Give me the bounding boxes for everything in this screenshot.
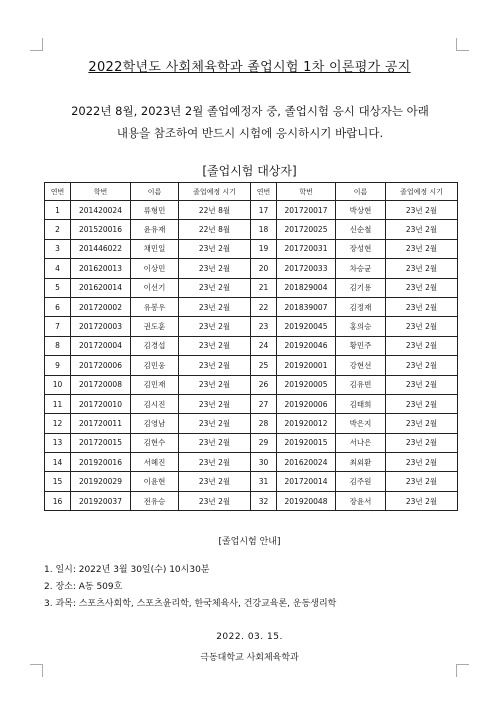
- exam-guide: [44, 562, 336, 613]
- cell-seq-number: 8: [45, 336, 71, 355]
- cell-student-name: 전유승: [131, 491, 179, 510]
- crop-mark-top-right: [456, 38, 469, 51]
- cell-seq-number: 14: [45, 453, 71, 472]
- header-student-id: 학번: [71, 183, 131, 201]
- cell-seq-number: 7: [45, 317, 71, 336]
- table-row: [45, 414, 458, 433]
- cell-student-name: 유봉우: [131, 297, 179, 316]
- exam-subjects-line: 3. 과목: 스포츠사회학, 스포츠윤리학, 한국체육사, 건강교육론, 운동생리학: [44, 599, 337, 609]
- header-student-name: 이름: [131, 183, 179, 201]
- cell-student-id: 201620024: [277, 453, 336, 472]
- cell-student-name: 김주원: [336, 472, 386, 491]
- cell-student-id: 201520016: [71, 220, 131, 239]
- cell-student-id: 201920046: [277, 336, 336, 355]
- cell-student-id: 201720015: [71, 433, 131, 452]
- crop-mark-bottom-right: [456, 664, 469, 677]
- cell-graduation-term: 23년 2월: [386, 356, 458, 375]
- cell-student-id: 201920012: [277, 414, 336, 433]
- cell-graduation-term: 23년 2월: [386, 491, 458, 510]
- cell-student-name: 이선기: [131, 278, 179, 297]
- cell-student-id: 201446022: [71, 239, 131, 258]
- cell-student-id: 201920001: [277, 356, 336, 375]
- cell-graduation-term: 23년 2월: [179, 278, 251, 297]
- cell-student-id: 201920037: [71, 491, 131, 510]
- cell-student-name: 신순철: [336, 220, 386, 239]
- cell-graduation-term: 22년 8월: [179, 220, 251, 239]
- cell-graduation-term: 23년 2월: [179, 336, 251, 355]
- cell-student-id: 201620014: [71, 278, 131, 297]
- cell-graduation-term: 23년 2월: [179, 356, 251, 375]
- cell-graduation-term: 23년 2월: [179, 317, 251, 336]
- guide-section-title: [졸업시험 안내]: [218, 537, 281, 547]
- cell-student-name: 김경섭: [131, 336, 179, 355]
- cell-graduation-term: 23년 2월: [179, 375, 251, 394]
- cell-student-name: 황민주: [336, 336, 386, 355]
- cell-graduation-term: 23년 2월: [386, 336, 458, 355]
- table-row: [45, 297, 458, 316]
- candidates-table: [44, 182, 458, 511]
- cell-student-name: 윤유재: [131, 220, 179, 239]
- cell-graduation-term: 22년 8월: [179, 201, 251, 220]
- organization-name: 극동대학교 사회체육학과: [200, 653, 299, 663]
- cell-seq-number: 5: [45, 278, 71, 297]
- cell-student-name: 김영남: [131, 414, 179, 433]
- cell-student-name: 김민웅: [131, 356, 179, 375]
- cell-seq-number: 19: [251, 239, 277, 258]
- cell-student-name: 장윤서: [336, 491, 386, 510]
- cell-student-name: 강현선: [336, 356, 386, 375]
- header-graduation-term: 졸업예정 시기: [386, 183, 458, 201]
- cell-graduation-term: 23년 2월: [386, 297, 458, 316]
- cell-student-id: 201420024: [71, 201, 131, 220]
- cell-student-id: 201720031: [277, 239, 336, 258]
- cell-student-id: 201720010: [71, 394, 131, 413]
- cell-seq-number: 23: [251, 317, 277, 336]
- notice-date: 2022. 03. 15.: [216, 632, 283, 642]
- cell-graduation-term: 23년 2월: [386, 278, 458, 297]
- cell-student-name: 차승균: [336, 259, 386, 278]
- cell-student-id: 201920015: [277, 433, 336, 452]
- cell-seq-number: 6: [45, 297, 71, 316]
- cell-graduation-term: 23년 2월: [179, 239, 251, 258]
- exam-date-line: 1. 일시: 2022년 3월 30일(수) 10시30분: [44, 565, 210, 575]
- cell-graduation-term: 23년 2월: [386, 259, 458, 278]
- cell-seq-number: 17: [251, 201, 277, 220]
- cell-seq-number: 16: [45, 491, 71, 510]
- header-seq-number: 연번: [45, 183, 71, 201]
- table-row: [45, 491, 458, 510]
- cell-seq-number: 26: [251, 375, 277, 394]
- header-seq-number: 연번: [251, 183, 277, 201]
- intro-line-1: 2022년 8월, 2023년 2월 졸업예정자 중, 졸업시험 응시 대상자는 아래: [71, 104, 429, 118]
- cell-seq-number: 18: [251, 220, 277, 239]
- cell-student-id: 201720014: [277, 472, 336, 491]
- cell-student-name: 김유빈: [336, 375, 386, 394]
- cell-student-name: 최외환: [336, 453, 386, 472]
- cell-graduation-term: 23년 2월: [386, 394, 458, 413]
- cell-student-id: 201720006: [71, 356, 131, 375]
- table-row: [45, 220, 458, 239]
- cell-student-id: 201920048: [277, 491, 336, 510]
- cell-student-name: 김민재: [131, 375, 179, 394]
- cell-graduation-term: 23년 2월: [386, 317, 458, 336]
- cell-student-name: 이상민: [131, 259, 179, 278]
- cell-student-name: 김정재: [336, 297, 386, 316]
- table-row: [45, 201, 458, 220]
- cell-student-id: 201920005: [277, 375, 336, 394]
- cell-student-name: 김현수: [131, 433, 179, 452]
- intro-paragraph: [40, 100, 460, 144]
- cell-seq-number: 28: [251, 414, 277, 433]
- cell-graduation-term: 23년 2월: [386, 472, 458, 491]
- table-row: [45, 375, 458, 394]
- cell-student-id: 201720002: [71, 297, 131, 316]
- cell-graduation-term: 23년 2월: [179, 491, 251, 510]
- cell-student-name: 홍의승: [336, 317, 386, 336]
- cell-student-id: 201720008: [71, 375, 131, 394]
- cell-graduation-term: 23년 2월: [386, 375, 458, 394]
- cell-student-name: 박은지: [336, 414, 386, 433]
- cell-seq-number: 29: [251, 433, 277, 452]
- cell-seq-number: 21: [251, 278, 277, 297]
- cell-graduation-term: 23년 2월: [386, 220, 458, 239]
- cell-student-id: 201720017: [277, 201, 336, 220]
- table-row: [45, 433, 458, 452]
- cell-student-id: 201720003: [71, 317, 131, 336]
- table-row: [45, 278, 458, 297]
- cell-seq-number: 32: [251, 491, 277, 510]
- table-row: [45, 453, 458, 472]
- cell-student-id: 201839007: [277, 297, 336, 316]
- cell-seq-number: 22: [251, 297, 277, 316]
- cell-seq-number: 24: [251, 336, 277, 355]
- exam-place-line: 2. 장소: A동 509호: [44, 582, 123, 592]
- cell-student-name: 김태희: [336, 394, 386, 413]
- candidates-section-title: [졸업시험 대상자]: [202, 164, 297, 178]
- cell-student-name: 서나은: [336, 433, 386, 452]
- cell-student-id: 201920045: [277, 317, 336, 336]
- cell-graduation-term: 23년 2월: [179, 259, 251, 278]
- cell-seq-number: 13: [45, 433, 71, 452]
- table-row: [45, 472, 458, 491]
- cell-graduation-term: 23년 2월: [386, 433, 458, 452]
- cell-seq-number: 25: [251, 356, 277, 375]
- header-student-name: 이름: [336, 183, 386, 201]
- cell-seq-number: 20: [251, 259, 277, 278]
- crop-mark-bottom-left: [30, 664, 43, 677]
- cell-graduation-term: 23년 2월: [386, 453, 458, 472]
- cell-student-id: 201720004: [71, 336, 131, 355]
- cell-student-name: 이윤현: [131, 472, 179, 491]
- cell-seq-number: 27: [251, 394, 277, 413]
- cell-student-name: 김시진: [131, 394, 179, 413]
- table-header-row: [45, 183, 458, 201]
- table-row: [45, 394, 458, 413]
- cell-seq-number: 2: [45, 220, 71, 239]
- document-title: 2022학년도 사회체육학과 졸업시험 1차 이론평가 공지: [88, 60, 411, 75]
- cell-seq-number: 9: [45, 356, 71, 375]
- cell-student-name: 권도훈: [131, 317, 179, 336]
- cell-student-name: 김기용: [336, 278, 386, 297]
- cell-student-id: 201720033: [277, 259, 336, 278]
- cell-student-id: 201720025: [277, 220, 336, 239]
- cell-seq-number: 31: [251, 472, 277, 491]
- cell-graduation-term: 23년 2월: [386, 414, 458, 433]
- cell-student-name: 서혜진: [131, 453, 179, 472]
- cell-student-id: 201620013: [71, 259, 131, 278]
- cell-seq-number: 11: [45, 394, 71, 413]
- header-graduation-term: 졸업예정 시기: [179, 183, 251, 201]
- cell-graduation-term: 23년 2월: [179, 394, 251, 413]
- cell-graduation-term: 23년 2월: [386, 201, 458, 220]
- cell-graduation-term: 23년 2월: [179, 414, 251, 433]
- cell-student-name: 박상현: [336, 201, 386, 220]
- cell-student-id: 201920006: [277, 394, 336, 413]
- cell-graduation-term: 23년 2월: [179, 433, 251, 452]
- cell-student-id: 201920016: [71, 453, 131, 472]
- table-row: [45, 336, 458, 355]
- cell-graduation-term: 23년 2월: [179, 297, 251, 316]
- cell-seq-number: 30: [251, 453, 277, 472]
- cell-student-name: 류형민: [131, 201, 179, 220]
- cell-graduation-term: 23년 2월: [179, 453, 251, 472]
- table-row: [45, 356, 458, 375]
- cell-student-id: 201920029: [71, 472, 131, 491]
- table-row: [45, 259, 458, 278]
- cell-seq-number: 12: [45, 414, 71, 433]
- cell-student-name: 장성현: [336, 239, 386, 258]
- cell-seq-number: 10: [45, 375, 71, 394]
- cell-seq-number: 4: [45, 259, 71, 278]
- cell-seq-number: 1: [45, 201, 71, 220]
- cell-graduation-term: 23년 2월: [179, 472, 251, 491]
- header-student-id: 학번: [277, 183, 336, 201]
- cell-seq-number: 3: [45, 239, 71, 258]
- table-row: [45, 317, 458, 336]
- table-row: [45, 239, 458, 258]
- cell-student-name: 채민일: [131, 239, 179, 258]
- cell-student-id: 201720011: [71, 414, 131, 433]
- intro-line-2: 내용을 참조하여 반드시 시험에 응시하시기 바랍니다.: [116, 126, 384, 140]
- cell-student-id: 201829004: [277, 278, 336, 297]
- cell-seq-number: 15: [45, 472, 71, 491]
- cell-graduation-term: 23년 2월: [386, 239, 458, 258]
- crop-mark-top-left: [30, 38, 43, 51]
